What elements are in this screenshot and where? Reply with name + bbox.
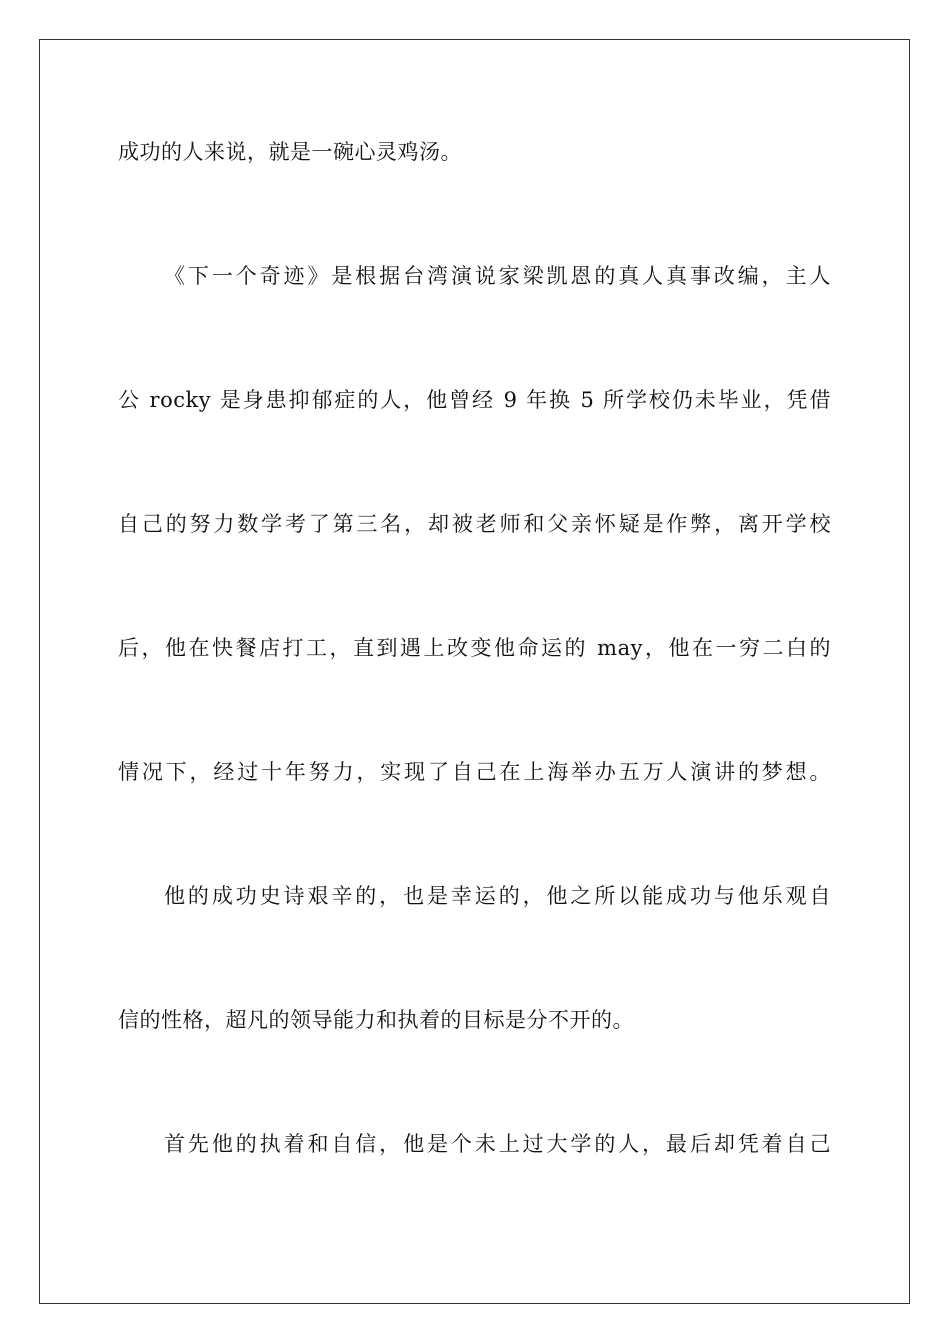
text-line-8: 信的性格，超凡的领导能力和执着的目标是分不开的。 [118, 1008, 634, 1032]
text-line-3: 公 rocky 是身患抑郁症的人，他曾经 9 年换 5 所学校仍未毕业，凭借 [118, 388, 831, 412]
text-line-9: 首先他的执着和自信，他是个未上过大学的人，最后却凭着自己 [164, 1132, 831, 1156]
text-line-4: 自己的努力数学考了第三名，却被老师和父亲怀疑是作弊，离开学校 [118, 512, 831, 536]
page-border [39, 39, 910, 1304]
text-line-7: 他的成功史诗艰辛的，也是幸运的，他之所以能成功与他乐观自 [164, 884, 831, 908]
text-line-1: 成功的人来说，就是一碗心灵鸡汤。 [118, 140, 462, 164]
text-line-2: 《下一个奇迹》是根据台湾演说家梁凯恩的真人真事改编，主人 [164, 264, 831, 288]
text-line-6: 情况下，经过十年努力，实现了自己在上海举办五万人演讲的梦想。 [118, 760, 831, 784]
text-line-5: 后，他在快餐店打工，直到遇上改变他命运的 may，他在一穷二白的 [118, 636, 831, 660]
